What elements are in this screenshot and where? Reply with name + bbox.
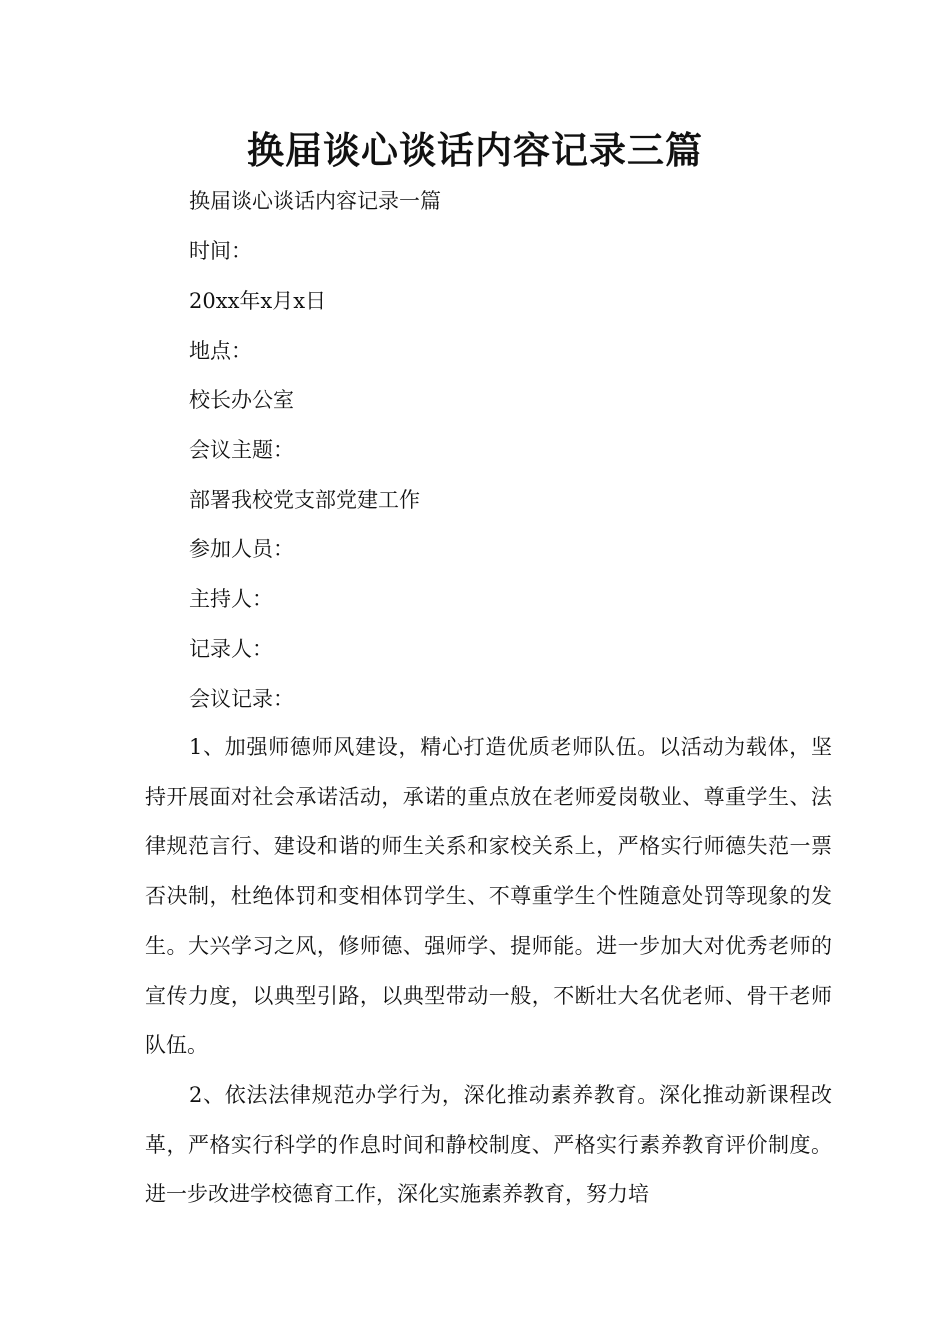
minutes-label: 会议记录： [189,687,294,711]
place-value: 校长办公室 [189,388,294,412]
topic-label: 会议主题： [189,438,294,462]
attendees-label: 参加人员： [189,537,294,561]
document-title: 换届谈心谈话内容记录三篇 [247,129,703,172]
minutes-paragraph-1: 1、加强师德师风建设，精心打造优质老师队伍。以活动为载体，坚持开展面对社会承诺活动，承诺的重点放在老师爱岗敬业、尊重学生、法律规范言行、建设和谐的师生关系和家校关系上，严格实行师德失范一票否决制，杜绝体罚和变相体罚学生、不尊重学生个性随意处罚等现象的发生。大兴学习之风，修师德、强师学、提师能。进一步加大对优秀老师的宣传力度，以典型引路，以典型带动一般，不断壮大名优老师、骨干老师队伍。 [145,735,832,1058]
time-label: 时间： [189,239,252,263]
topic-value: 部署我校党支部党建工作 [189,488,420,512]
document-subtitle: 换届谈心谈话内容记录一篇 [189,189,441,213]
recorder-label: 记录人： [189,637,273,661]
place-label: 地点： [189,339,252,363]
host-label: 主持人： [189,587,273,611]
time-value: 20xx年x月x日 [189,289,327,313]
minutes-paragraph-2: 2、依法法律规范办学行为，深化推动素养教育。深化推动新课程改革，严格实行科学的作息时间和静校制度、严格实行素养教育评价制度。进一步改进学校德育工作，深化实施素养教育，努力培 [145,1083,832,1207]
